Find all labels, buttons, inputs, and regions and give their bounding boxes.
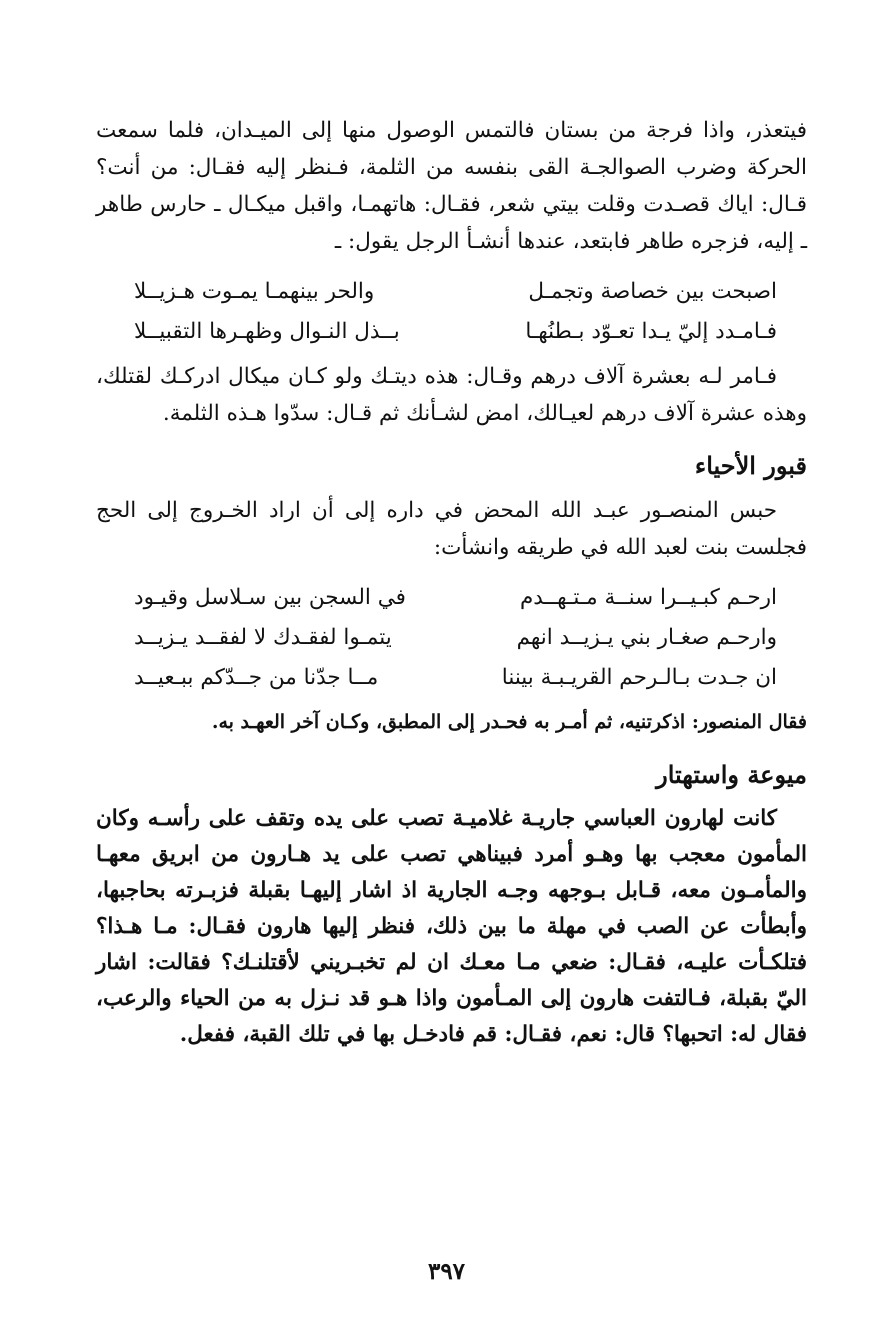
verse-line bbox=[134, 618, 777, 658]
page-number: ٣٩٧ bbox=[427, 1258, 466, 1285]
paragraph-1: فيتعذر، واذا فرجة من بستان فالتمس الوصول منها إلى الميـدان، فلما سمعت الحركة وضرب الصوالجـة القى بنفسه من الثلمة، فـنظر إليه فقـال: من أنت؟ قـال: اياك قصـدت وقلت بيتي شعر، فقـال: هاتهمـا، واقبل ميكـال ـ حارس طاهر ـ إليه، فزجره طاهر فابتعد، عندها أنشـأ الرجل يقول: ـ bbox=[96, 118, 807, 254]
verse-first-hemistich: اصبحت بين خصاصة وتجمـل bbox=[528, 279, 777, 304]
section-heading-1: قبور الأحياء bbox=[694, 451, 807, 480]
verse-line bbox=[134, 658, 777, 698]
section-heading-2: ميوعة واستهتار bbox=[656, 760, 807, 789]
verse-second-hemistich: بــذل النـوال وظهـرها التقبيــلا bbox=[134, 319, 400, 344]
verse-line bbox=[134, 578, 777, 618]
poem-1 bbox=[96, 272, 807, 352]
paragraph-3: حبس المنصـور عبـد الله المحض في داره إلى أن اراد الخـروج إلى الحج فجلست بنت لعبد الله في طريقه وانشأت: bbox=[96, 498, 807, 560]
verse-second-hemistich: مــا جدّنا من جــدّكم ببـعيــد bbox=[134, 665, 379, 690]
poem-2 bbox=[96, 578, 807, 698]
verse-second-hemistich: يتمـوا لفقـدك لا لفقــد يـزيــد bbox=[134, 625, 392, 650]
paragraph-5: كانت لهارون العباسي جاريـة غلاميـة تصب على يده وتقف على رأسـه وكان المأمون معجب بها وهـو أمرد فبيناهي تصب على يد هـارون من ابريق معهـا والمأمـون معه، قـابل بـوجهه وجـه الجارية اذ اشار إليهـا بقبلة فزبـرته بحاجبها، وأبطأت عن الصب في مهلة ما بين ذلك، فنظر إليها هارون فقـال: مـا هـذا؟ فتلكـأت عليـه، فقـال: ضعي مـا معـك ان لم تخبـريني لأقتلنـك؟ فقالت: اشار اليّ بقبلة، فـالتفت هارون إلى المـأمون واذا هـو قد نـزل به من الحياء والرعب، فقال له: اتحبها؟ قال: نعم، فقـال: قم فادخـل بها في تلك القبة، ففعل. bbox=[96, 806, 807, 1047]
verse-first-hemistich: ان جـدت بـالـرحم القريـبـة بيننا bbox=[501, 665, 777, 690]
verse-second-hemistich: والحر بينهمـا يمـوت هـزيــلا bbox=[134, 279, 375, 304]
verse-first-hemistich: ارحـم كبـيــرا سنــة مـتـهــدم bbox=[519, 585, 777, 610]
paragraph-4: فقال المنصور: اذكرتنيه، ثم أمـر به فحـدر إلى المطبق، وكـان آخر العهـد به. bbox=[211, 711, 807, 733]
verse-line bbox=[134, 312, 777, 352]
verse-first-hemistich: وارحـم صغـار بني يـزيــد انهم bbox=[516, 625, 777, 650]
verse-first-hemistich: فـامـدد إليّ يـدا تعـوّد بـطنُهـا bbox=[525, 319, 777, 344]
paragraph-2: فـامر لـه بعشرة آلاف درهم وقـال: هذه ديتـك ولو كـان ميكال ادركـك لقتلك، وهذه عشرة آلاف درهم لعيـالك، امض لشـأنك ثم قـال: سدّوا هـذه الثلمة. bbox=[96, 364, 807, 426]
verse-line bbox=[134, 272, 777, 312]
verse-second-hemistich: في السجن بين سـلاسل وقيـود bbox=[134, 585, 406, 610]
